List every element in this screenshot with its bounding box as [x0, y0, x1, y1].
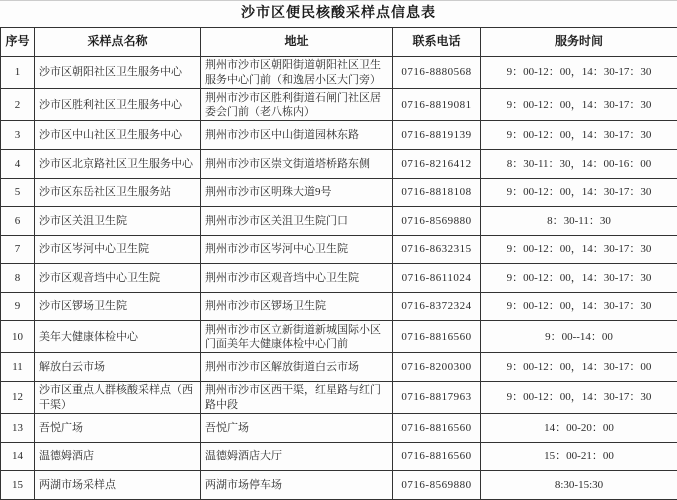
table-row [1, 353, 677, 382]
address-cell: 两湖市场停车场 [201, 471, 393, 500]
row-number-cell: 2 [1, 89, 35, 121]
site-name-cell: 沙市区北京路社区卫生服务中心 [35, 149, 201, 178]
table-body [1, 57, 677, 500]
address-cell: 吾悦广场 [201, 414, 393, 443]
phone-cell: 0716-8880568 [393, 57, 481, 89]
header-address: 地址 [201, 28, 393, 57]
site-name-cell: 沙市区岑河中心卫生院 [35, 235, 201, 264]
phone-cell: 0716-8819139 [393, 121, 481, 150]
row-number-cell: 10 [1, 321, 35, 353]
service-hours-cell: 9：00-12：00，14：30-17：00 [481, 353, 677, 382]
row-number-cell: 5 [1, 178, 35, 207]
row-number-cell: 13 [1, 414, 35, 443]
service-hours-cell: 9：00-12：00，14：30-17：30 [481, 178, 677, 207]
address-cell: 荆州市沙市区岑河中心卫生院 [201, 235, 393, 264]
table-row [1, 471, 677, 500]
site-name-cell: 沙市区东岳社区卫生服务站 [35, 178, 201, 207]
row-number-cell: 3 [1, 121, 35, 150]
table-row [1, 57, 677, 89]
phone-cell: 0716-8611024 [393, 264, 481, 293]
row-number-cell: 12 [1, 382, 35, 414]
table-row [1, 442, 677, 471]
table-row [1, 121, 677, 150]
site-name-cell: 温德姆酒店 [35, 442, 201, 471]
header-site-name: 采样点名称 [35, 28, 201, 57]
phone-cell: 0716-8816560 [393, 414, 481, 443]
service-hours-cell: 9：00-12：00，14：30-17：30 [481, 89, 677, 121]
address-cell: 荆州市沙市区西干渠，红星路与红门路中段 [201, 382, 393, 414]
service-hours-cell: 9：00--14：00 [481, 321, 677, 353]
site-name-cell: 沙市区锣场卫生院 [35, 292, 201, 321]
address-cell: 温德姆酒店大厅 [201, 442, 393, 471]
site-name-cell: 两湖市场采样点 [35, 471, 201, 500]
address-cell: 荆州市沙市区观音垱中心卫生院 [201, 264, 393, 293]
phone-cell: 0716-8569880 [393, 207, 481, 236]
row-number-cell: 15 [1, 471, 35, 500]
service-hours-cell: 9：00-12：00，14：30-17：30 [481, 382, 677, 414]
phone-cell: 0716-8818108 [393, 178, 481, 207]
phone-cell: 0716-8816560 [393, 321, 481, 353]
address-cell: 荆州市沙市区立新街道新城国际小区门面美年大健康体检中心门前 [201, 321, 393, 353]
site-name-cell: 美年大健康体检中心 [35, 321, 201, 353]
service-hours-cell: 8：30-11：30 [481, 207, 677, 236]
service-hours-cell: 9：00-12：00，14：30-17：30 [481, 264, 677, 293]
page-title: 沙市区便民核酸采样点信息表 [241, 6, 436, 21]
header-service-hours: 服务时间 [481, 28, 677, 57]
address-cell: 荆州市沙市区中山街道园林东路 [201, 121, 393, 150]
phone-cell: 0716-8372324 [393, 292, 481, 321]
address-cell: 荆州市沙市区胜利街道石闸门社区居委会门前（老八栋内） [201, 89, 393, 121]
site-name-cell: 沙市区观音垱中心卫生院 [35, 264, 201, 293]
table-row [1, 382, 677, 414]
service-hours-cell: 9：00-12：00，14：30-17：30 [481, 57, 677, 89]
site-name-cell: 沙市区朝阳社区卫生服务中心 [35, 57, 201, 89]
row-number-cell: 8 [1, 264, 35, 293]
service-hours-cell: 8:30-15:30 [481, 471, 677, 500]
address-cell: 荆州市沙市区关沮卫生院门口 [201, 207, 393, 236]
row-number-cell: 9 [1, 292, 35, 321]
service-hours-cell: 8：30-11：30，14：00-16：00 [481, 149, 677, 178]
row-number-cell: 14 [1, 442, 35, 471]
row-number-cell: 4 [1, 149, 35, 178]
table-row [1, 292, 677, 321]
site-name-cell: 沙市区关沮卫生院 [35, 207, 201, 236]
header-serial-number: 序号 [1, 28, 35, 57]
phone-cell: 0716-8632315 [393, 235, 481, 264]
service-hours-cell: 9：00-12：00，14：30-17：30 [481, 292, 677, 321]
phone-cell: 0716-8200300 [393, 353, 481, 382]
site-name-cell: 沙市区胜利社区卫生服务中心 [35, 89, 201, 121]
address-cell: 荆州市沙市区朝阳街道朝阳社区卫生服务中心门前（和逸居小区大门旁） [201, 57, 393, 89]
row-number-cell: 6 [1, 207, 35, 236]
header-phone: 联系电话 [393, 28, 481, 57]
address-cell: 荆州市沙市区明珠大道9号 [201, 178, 393, 207]
site-name-cell: 沙市区中山社区卫生服务中心 [35, 121, 201, 150]
table-row [1, 89, 677, 121]
site-name-cell: 吾悦广场 [35, 414, 201, 443]
site-name-cell: 沙市区重点人群核酸采样点（西干渠） [35, 382, 201, 414]
table-row [1, 321, 677, 353]
service-hours-cell: 14：00-20：00 [481, 414, 677, 443]
phone-cell: 0716-8817963 [393, 382, 481, 414]
service-hours-cell: 9：00-12：00，14：30-17：30 [481, 235, 677, 264]
address-cell: 荆州市沙市区锣场卫生院 [201, 292, 393, 321]
service-hours-cell: 9：00-12：00，14：30-17：30 [481, 121, 677, 150]
service-hours-cell: 15：00-21：00 [481, 442, 677, 471]
row-number-cell: 11 [1, 353, 35, 382]
table-row [1, 178, 677, 207]
phone-cell: 0716-8816560 [393, 442, 481, 471]
phone-cell: 0716-8569880 [393, 471, 481, 500]
sampling-points-table [0, 27, 677, 500]
address-cell: 荆州市沙市区崇文街道塔桥路东侧 [201, 149, 393, 178]
table-row [1, 235, 677, 264]
table-header-row [1, 28, 677, 57]
table-row [1, 264, 677, 293]
table-row [1, 414, 677, 443]
row-number-cell: 1 [1, 57, 35, 89]
row-number-cell: 7 [1, 235, 35, 264]
site-name-cell: 解放白云市场 [35, 353, 201, 382]
phone-cell: 0716-8819081 [393, 89, 481, 121]
table-row [1, 207, 677, 236]
table-row [1, 149, 677, 178]
phone-cell: 0716-8216412 [393, 149, 481, 178]
address-cell: 荆州市沙市区解放街道白云市场 [201, 353, 393, 382]
